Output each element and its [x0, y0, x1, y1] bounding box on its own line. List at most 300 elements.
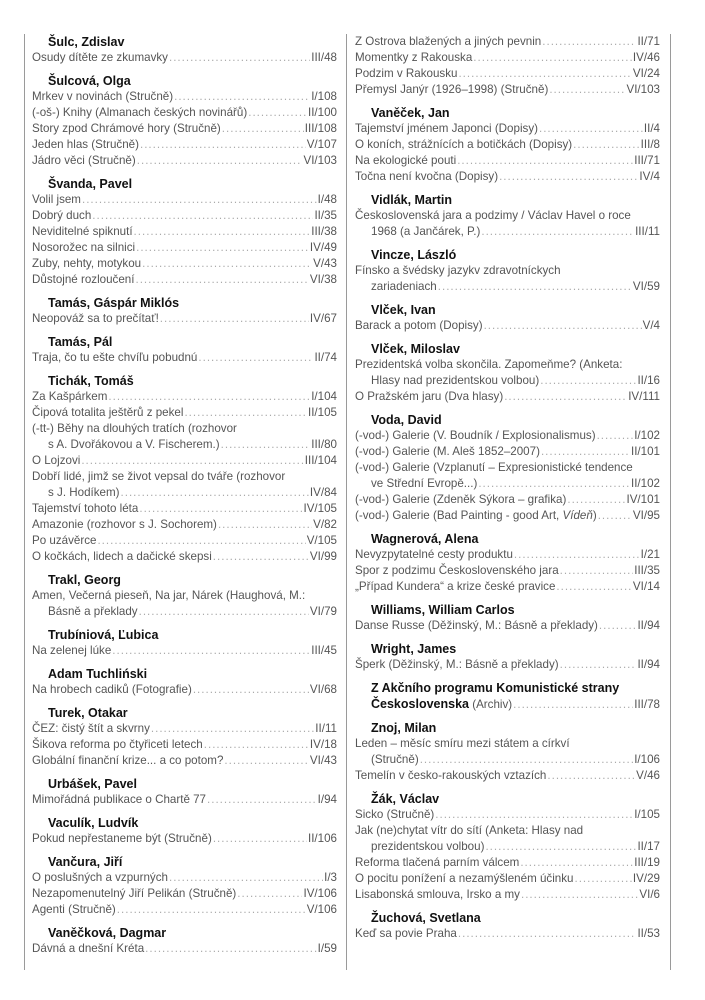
entry-line [355, 736, 660, 752]
entry-title-wrap [355, 153, 456, 169]
index-entry [32, 792, 337, 808]
dot-leader [139, 604, 309, 620]
index-entry [355, 121, 660, 137]
dot-leader [139, 501, 302, 517]
entry-title-wrap [355, 618, 598, 634]
index-entry [355, 357, 660, 389]
entry-title: Agenti (Stručně) [32, 903, 116, 916]
entry-title: Za Kašpárkem [32, 390, 108, 403]
entry-title: Reforma tlačená parním válcem [355, 856, 520, 869]
entry-line-with-page [355, 563, 660, 579]
page-reference: III/48 [311, 51, 337, 64]
dot-leader [458, 66, 631, 82]
dot-leader [169, 870, 323, 886]
index-entry [355, 887, 660, 903]
dot-leader [484, 318, 642, 334]
page-reference: VI/99 [309, 550, 337, 563]
page-reference: V/4 [642, 319, 660, 332]
entry-title-wrap [371, 752, 419, 768]
author-heading: Wagnerová, Alena [371, 532, 479, 546]
entry-title-wrap [32, 941, 144, 957]
index-entry [32, 682, 337, 698]
dot-leader [248, 105, 307, 121]
entry-title: Jeden hlas (Stručně) [32, 138, 139, 151]
entry-title: Točna není kvočna (Dopisy) [355, 170, 499, 183]
right-border-rule [670, 34, 671, 970]
dot-leader [514, 547, 640, 563]
author-section [355, 192, 660, 240]
entry-line-with-page [32, 533, 337, 549]
index-entry [32, 737, 337, 753]
entry-title-wrap [355, 768, 546, 784]
page-reference: II/53 [637, 927, 660, 940]
entry-title-wrap [32, 137, 139, 153]
dot-leader [513, 697, 633, 713]
entry-line-with-page [355, 926, 660, 942]
author-section [355, 720, 660, 784]
entry-line-with-page [32, 549, 337, 565]
entry-line [355, 823, 660, 839]
entry-title: O pocitu ponížení a nezamýšleném účinku [355, 872, 574, 885]
entry-line-with-page [32, 721, 337, 737]
index-entry [355, 153, 660, 169]
entry-title-wrap [32, 902, 116, 918]
page-reference: II/102 [630, 477, 660, 490]
page-reference: II/71 [637, 35, 660, 48]
author-heading: Turek, Otakar [48, 706, 128, 720]
entry-title: Po uzávěrce [32, 534, 97, 547]
dot-leader [541, 444, 630, 460]
entry-title: 1968 (a Jančárek, P.) [371, 225, 481, 238]
entry-title: (-vod-) Galerie (M. Aleš 1852–2007) [355, 445, 540, 458]
page-reference: I/48 [317, 193, 337, 206]
entry-line-with-page [355, 618, 660, 634]
dot-leader [224, 753, 309, 769]
page-reference: II/100 [307, 106, 337, 119]
index-entry [32, 153, 337, 169]
entry-title-wrap [32, 721, 150, 737]
entry-line-with-page [355, 169, 660, 185]
index-entry [32, 192, 337, 208]
dot-leader [478, 476, 630, 492]
entry-line-with-page [355, 492, 660, 508]
entry-title-wrap [32, 405, 183, 421]
entry-title-wrap [32, 549, 212, 565]
dot-leader [420, 752, 634, 768]
entry-title-wrap [32, 192, 81, 208]
page-reference: IV/49 [309, 241, 337, 254]
page-reference: IV/101 [626, 493, 660, 506]
page-reference: IV/67 [309, 312, 337, 325]
index-entry [355, 618, 660, 634]
index-entry [32, 121, 337, 137]
entry-title-wrap [355, 563, 559, 579]
author-section [355, 105, 660, 185]
page-reference: VI/103 [626, 83, 660, 96]
entry-line-with-page [32, 405, 337, 421]
entry-line-with-page [355, 153, 660, 169]
author-section [32, 73, 337, 169]
entry-line-with-page [32, 737, 337, 753]
entry-line-with-page [32, 792, 337, 808]
index-entry [355, 66, 660, 82]
entry-bold-prefix: Československa [371, 697, 469, 711]
page-reference: II/101 [630, 445, 660, 458]
page-reference: VI/6 [639, 888, 660, 901]
page-reference: IV/4 [639, 170, 660, 183]
entry-line-with-page [355, 121, 660, 137]
entry-title-wrap [32, 389, 107, 405]
entry-line [355, 263, 660, 279]
entry-title: Osudy dítěte ze zkumavky [32, 51, 168, 64]
entry-title: Na zelenej lúke [32, 644, 112, 657]
dot-leader [213, 831, 307, 847]
entry-title-wrap [355, 855, 519, 871]
entry-title: Amazonie (rozhovor s J. Sochorem) [32, 518, 217, 531]
index-entry [32, 208, 337, 224]
author-heading: Vaněčková, Dagmar [48, 926, 167, 940]
entry-title: O kočkách, lidech a dačické skepsi [32, 550, 212, 563]
page-reference: I/106 [634, 753, 660, 766]
entry-title: (-vod-) Galerie (Zdeněk Sýkora – grafika) [355, 493, 567, 506]
author-heading: Švanda, Pavel [48, 177, 133, 191]
index-entry [355, 82, 660, 98]
entry-title-wrap [32, 737, 203, 753]
page-reference: III/45 [311, 644, 337, 657]
entry-line-with-page [355, 82, 660, 98]
author-heading: Vincze, László [371, 248, 457, 262]
dot-leader [542, 34, 636, 50]
author-section [32, 776, 337, 808]
entry-title: O poslušných a vzpurných [32, 871, 168, 884]
page-reference: I/105 [634, 808, 660, 821]
page-reference: V/106 [306, 903, 337, 916]
entry-line-with-page [32, 753, 337, 769]
dot-leader [169, 50, 310, 66]
dot-leader [573, 137, 640, 153]
entry-title: (-vod-) Galerie (Vzplanutí – Expresionistické tendence [355, 461, 633, 474]
entry-title: Mimořádná publikace o Chartě 77 [32, 793, 207, 806]
dot-leader [81, 453, 303, 469]
entry-title-wrap [32, 208, 91, 224]
entry-title-wrap [32, 50, 168, 66]
entry-title: Keď sa povie Praha [355, 927, 457, 940]
index-entry [32, 941, 337, 957]
entry-title-wrap [48, 604, 138, 620]
index-entry [32, 831, 337, 847]
entry-title-wrap [371, 279, 437, 295]
entry-title: zariadeniach [371, 280, 437, 293]
entry-line-with-page [32, 870, 337, 886]
entry-line-with-page [32, 831, 337, 847]
entry-line [355, 460, 660, 476]
entry-title: Lisabonská smlouva, Irsko a my [355, 888, 520, 901]
page-reference: VI/14 [632, 580, 660, 593]
author-heading: Williams, William Carlos [371, 603, 515, 617]
entry-title-wrap [32, 501, 138, 517]
entry-title: Nezapomenutelný Jiří Pelikán (Stručně) [32, 887, 237, 900]
index-entry [32, 721, 337, 737]
page-reference: I/21 [640, 548, 660, 561]
entry-title: Hlasy nad prezidentskou volbou) [371, 374, 540, 387]
entry-line-with-page [355, 696, 660, 713]
page-reference: IV/84 [309, 486, 337, 499]
dot-leader [540, 373, 636, 389]
entry-title: Šikova reforma po čtyřiceti letech [32, 738, 203, 751]
page-reference: III/104 [304, 454, 337, 467]
dot-leader [112, 643, 310, 659]
entry-title-wrap [32, 517, 217, 533]
entry-line-with-page [32, 240, 337, 256]
author-section [32, 815, 337, 847]
author-section [32, 705, 337, 769]
entry-title: s A. Dvořákovou a V. Fischerem.) [48, 438, 220, 451]
entry-line-with-page [32, 350, 337, 366]
page-reference: III/38 [311, 225, 337, 238]
page-reference: II/74 [314, 351, 337, 364]
index-entry [32, 517, 337, 533]
entry-title: ve Střední Evropě...) [371, 477, 478, 490]
page-reference: III/78 [634, 698, 660, 711]
dot-leader [222, 121, 304, 137]
author-heading: Šulc, Zdislav [48, 35, 125, 49]
index-entry [355, 428, 660, 444]
author-section [355, 602, 660, 634]
entry-line-with-page [355, 389, 660, 405]
entry-title: Volil jsem [32, 193, 81, 206]
entry-line-with-page [355, 547, 660, 563]
index-entry [32, 549, 337, 565]
index-entry [355, 492, 660, 508]
entry-title: Nosorožec na silnici [32, 241, 136, 254]
index-entry [355, 696, 660, 713]
dot-leader [140, 137, 306, 153]
entry-line [32, 469, 337, 485]
dot-leader [481, 224, 634, 240]
dot-leader [574, 871, 631, 887]
entry-line [355, 208, 660, 224]
author-heading: Tamás, Pál [48, 335, 113, 349]
author-heading: Vlček, Ivan [371, 303, 436, 317]
author-section [355, 247, 660, 295]
dot-leader [438, 279, 632, 295]
entry-line-with-page [355, 66, 660, 82]
entry-line-with-page [355, 50, 660, 66]
entry-title: Básně a překlady [48, 605, 138, 618]
dot-leader [82, 192, 317, 208]
entry-line-with-page [32, 256, 337, 272]
entry-title-wrap [355, 137, 572, 153]
author-section [355, 680, 660, 713]
entry-title: (Stručně) [371, 753, 419, 766]
entry-title-wrap [32, 256, 141, 272]
dot-leader [136, 240, 309, 256]
page-reference: V/105 [306, 534, 337, 547]
page-reference: III/71 [634, 154, 660, 167]
entry-title-wrap [32, 831, 212, 847]
index-entry [32, 753, 337, 769]
entry-title-wrap [371, 696, 512, 713]
dot-leader [218, 517, 312, 533]
dot-leader [473, 50, 632, 66]
entry-title: Spor z podzimu Československého jara [355, 564, 559, 577]
entry-title: Fínsko a švédsky jazykv zdravotníckych [355, 264, 561, 277]
page-reference: II/94 [637, 619, 660, 632]
entry-title: Zuby, nehty, motykou [32, 257, 142, 270]
entry-title: Amen, Večerná pieseň, Na jar, Nárek (Haughová, M.: [32, 589, 306, 602]
index-entry [32, 224, 337, 240]
entry-title-wrap [355, 444, 540, 460]
index-entry [355, 263, 660, 295]
dot-leader [556, 579, 632, 595]
entry-title: Sicko (Stručně) [355, 808, 435, 821]
entry-title: Leden – měsíc smíru mezi státem a církví [355, 737, 570, 750]
entry-title: Dobrý duch [32, 209, 92, 222]
dot-leader [193, 682, 309, 698]
entry-title-wrap [32, 350, 197, 366]
entry-title-wrap [32, 453, 80, 469]
page-reference: I/3 [324, 871, 337, 884]
page-reference: II/4 [643, 122, 660, 135]
index-entry [355, 137, 660, 153]
entry-title: prezidentskou volbou) [371, 840, 485, 853]
entry-title: (-tt-) Běhy na dlouhých tratích (rozhovor [32, 422, 237, 435]
index-entry [355, 34, 660, 50]
page-reference: III/108 [304, 122, 337, 135]
dot-leader [207, 792, 317, 808]
entry-line-with-page [32, 137, 337, 153]
author-heading: Adam Tuchliński [48, 667, 148, 681]
index-column-left [32, 34, 337, 964]
author-heading: Tichák, Tomáš [48, 374, 134, 388]
dot-leader [521, 887, 638, 903]
entry-title-wrap [355, 887, 520, 903]
page-reference: II/16 [637, 374, 660, 387]
index-column-right [355, 34, 660, 949]
entry-line-with-page [355, 887, 660, 903]
entry-title-wrap [355, 389, 503, 405]
entry-title: Na hrobech cadiků (Fotografie) [32, 683, 192, 696]
entry-title: Z Ostrova blažených a jiných pevnin [355, 35, 542, 48]
index-entry [32, 533, 337, 549]
entry-title-wrap [355, 169, 498, 185]
entry-line-with-page [355, 444, 660, 460]
dot-leader [97, 533, 305, 549]
entry-title-wrap [355, 492, 566, 508]
page-reference: III/8 [640, 138, 660, 151]
dot-leader [597, 428, 634, 444]
entry-line-with-page [355, 855, 660, 871]
entry-title: Traja, čo tu ešte chvíľu pobudnú [32, 351, 198, 364]
page-reference: VI/95 [632, 509, 660, 522]
author-heading: Wright, James [371, 642, 457, 656]
page-reference: I/104 [311, 390, 337, 403]
dot-leader [142, 256, 312, 272]
entry-title: Dobří lidé, jimž se život vepsal do tváře (rozhovor [32, 470, 286, 483]
dot-leader [598, 508, 632, 524]
entry-line-with-page [32, 485, 337, 501]
page-reference: II/17 [637, 840, 660, 853]
entry-line-with-page [32, 105, 337, 121]
entry-title: (-oš-) Knihy (Almanach českých novinářů) [32, 106, 248, 119]
dot-leader [547, 768, 635, 784]
dot-leader [174, 89, 310, 105]
index-entry [32, 311, 337, 327]
dot-leader [549, 82, 625, 98]
entry-title-wrap [32, 89, 173, 105]
index-entry [32, 501, 337, 517]
index-entry [355, 855, 660, 871]
page-reference: III/11 [635, 225, 660, 238]
index-entry [355, 579, 660, 595]
author-heading: Z Akčního programu Komunistické strany [371, 681, 620, 695]
entry-title: Jak (ne)chytat vítr do sítí (Anketa: Hlasy nad [355, 824, 584, 837]
dot-leader [499, 169, 638, 185]
page-reference: VI/103 [303, 154, 337, 167]
index-entry [32, 453, 337, 469]
author-section [32, 627, 337, 659]
dot-leader [435, 807, 633, 823]
entry-line-with-page [355, 508, 660, 524]
entry-line-with-page [32, 643, 337, 659]
entry-line-with-page [355, 34, 660, 50]
page-reference: II/35 [314, 209, 337, 222]
entry-title-wrap [32, 682, 192, 698]
index-entry [32, 50, 337, 66]
page-reference: I/102 [634, 429, 660, 442]
page-reference: V/107 [306, 138, 337, 151]
entry-title-wrap [355, 508, 597, 524]
dot-leader [160, 311, 309, 327]
entry-title-wrap [355, 66, 457, 82]
author-heading: Vidlák, Martin [371, 193, 453, 207]
entry-title-wrap [32, 870, 168, 886]
index-entry [32, 350, 337, 366]
author-heading: Trakl, Georg [48, 573, 121, 587]
entry-line-with-page [32, 50, 337, 66]
index-entry [32, 421, 337, 453]
index-entry [355, 547, 660, 563]
entry-title: Nevyzpytatelné cesty produktu [355, 548, 513, 561]
author-heading: Šulcová, Olga [48, 74, 131, 88]
entry-title-wrap [32, 311, 159, 327]
entry-title-wrap [355, 82, 548, 98]
author-section [355, 412, 660, 524]
author-section [32, 176, 337, 288]
page-reference: VI/24 [632, 67, 660, 80]
entry-line-with-page [355, 428, 660, 444]
page-reference: II/106 [307, 832, 337, 845]
entry-line-with-page [355, 807, 660, 823]
index-entry [32, 588, 337, 620]
entry-title: Tajemství tohoto léta [32, 502, 139, 515]
entry-title: Jádro věci (Stručně) [32, 154, 136, 167]
entry-line-with-page [32, 517, 337, 533]
entry-title: Story zpod Chrámové hory (Stručně) [32, 122, 221, 135]
entry-line-with-page [355, 871, 660, 887]
entry-line-with-page [355, 476, 660, 492]
page-reference: I/59 [317, 942, 337, 955]
page-reference: VI/43 [309, 754, 337, 767]
author-section [32, 666, 337, 698]
index-entry [355, 169, 660, 185]
author-heading: Žuchová, Svetlana [371, 911, 481, 925]
entry-title: Momentky z Rakouska [355, 51, 473, 64]
entry-title: „Případ Kundera“ a krize české pravice [355, 580, 556, 593]
author-heading: Trubíniová, Ľubica [48, 628, 159, 642]
dot-leader [117, 902, 306, 918]
author-heading: Vaculík, Ludvík [48, 816, 139, 830]
